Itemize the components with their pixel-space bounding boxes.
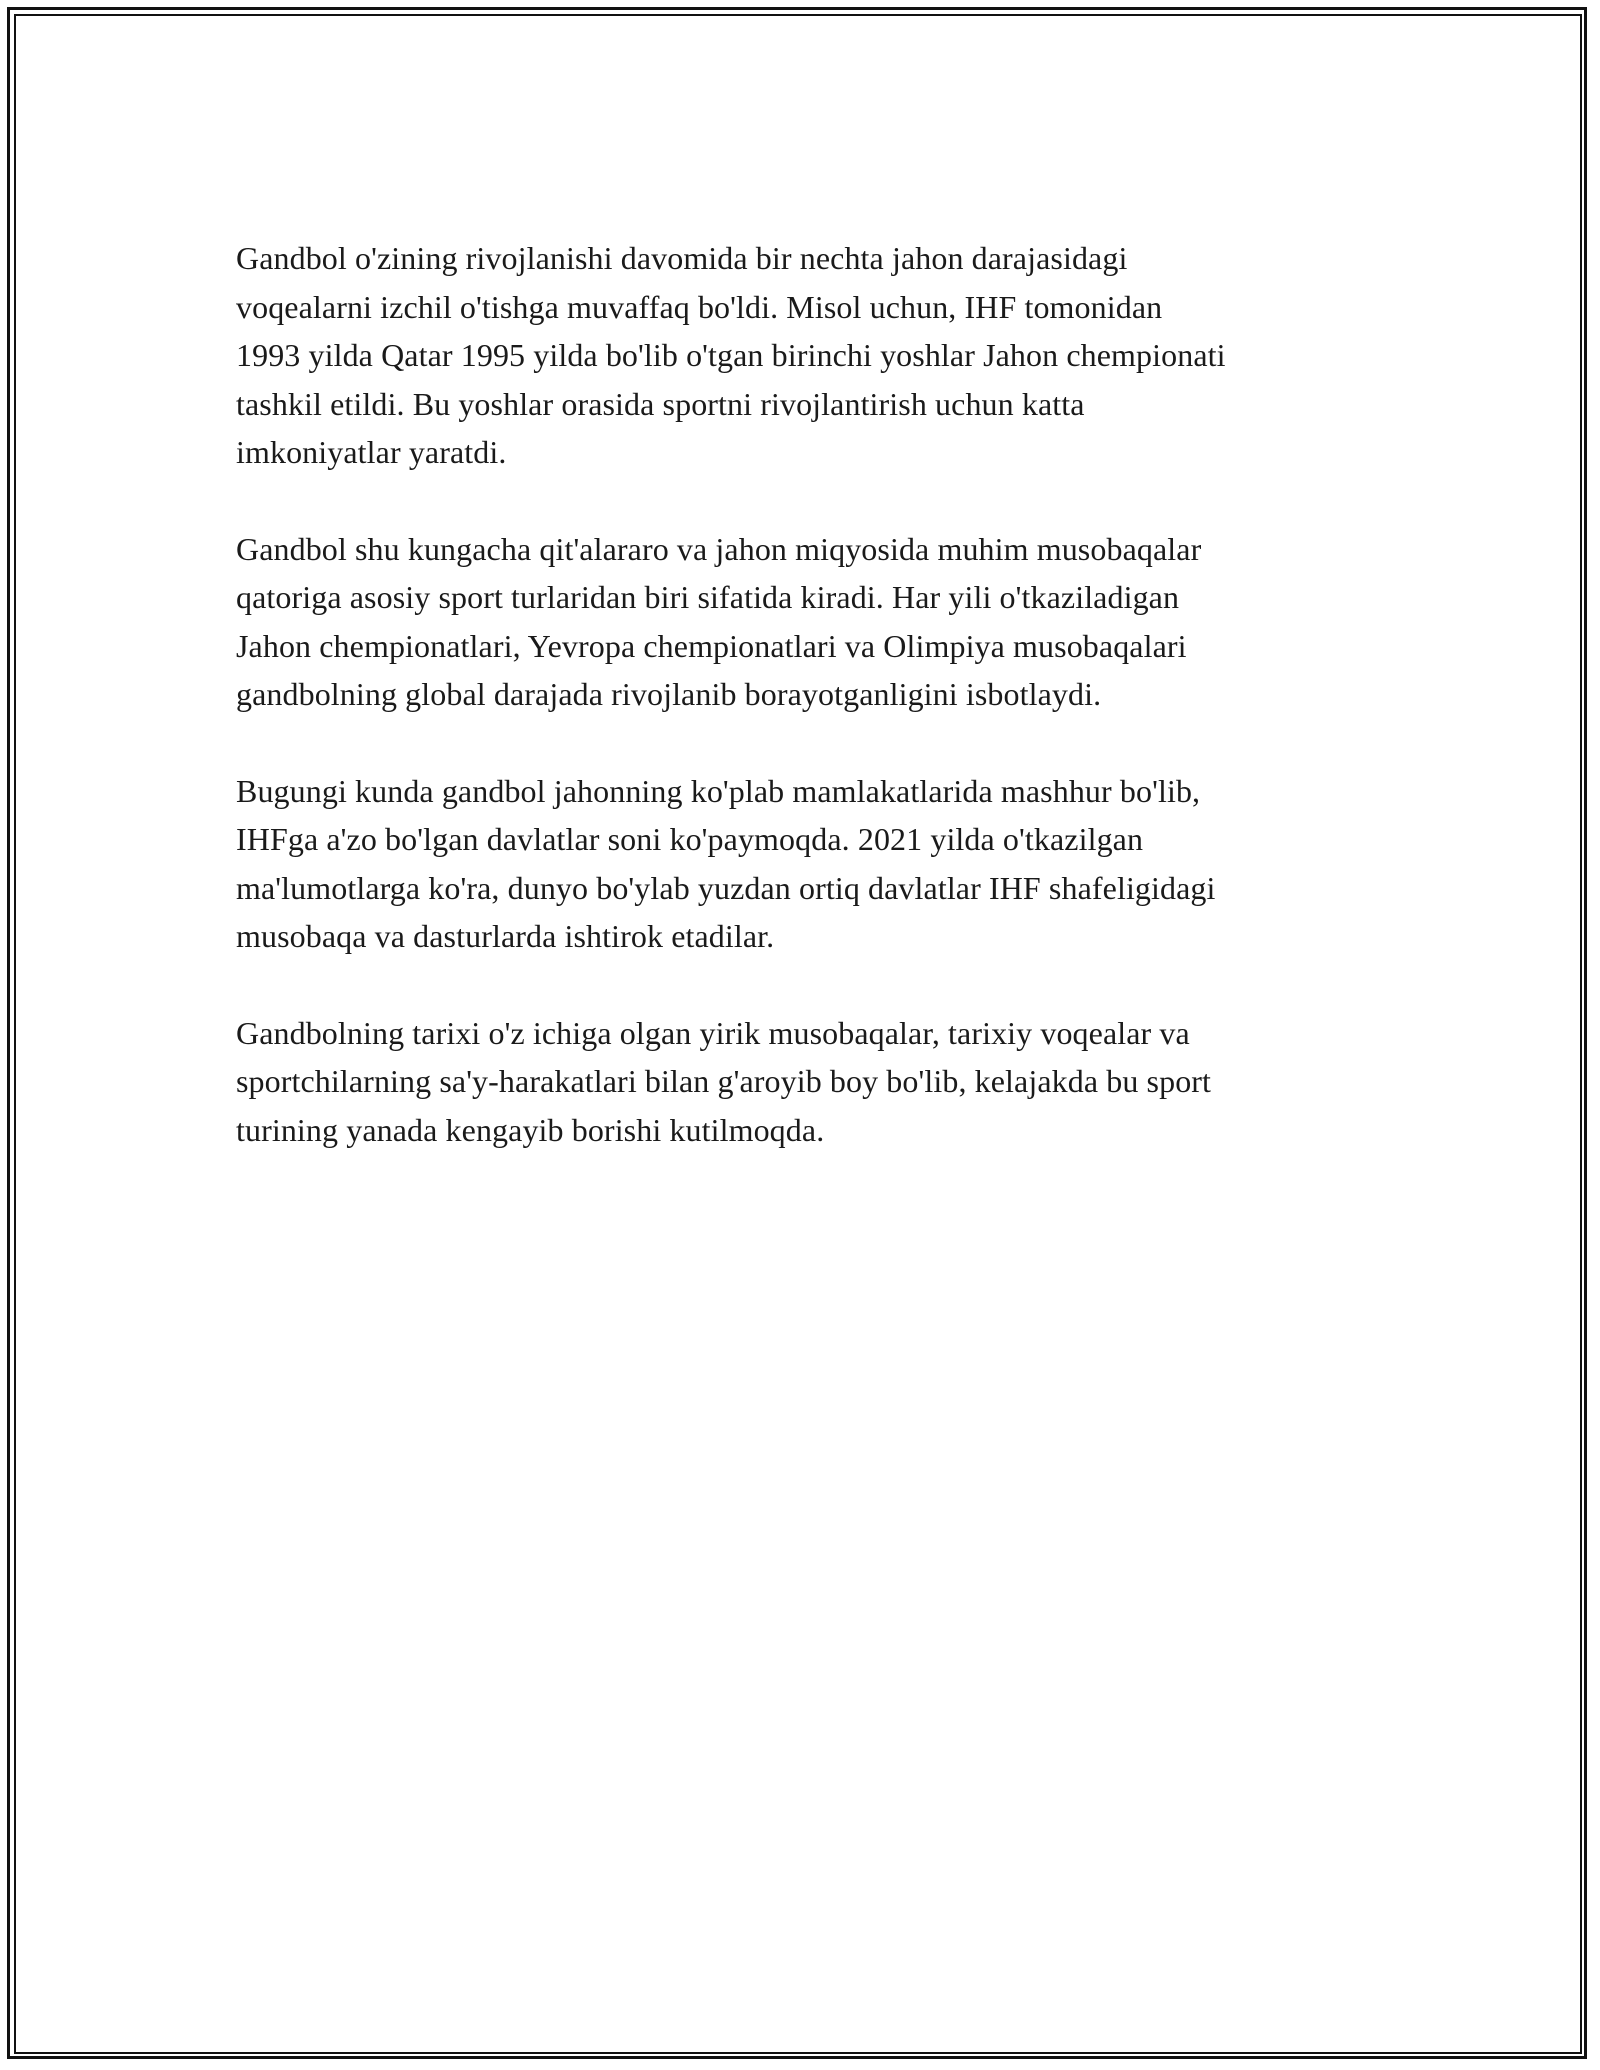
text-line: Jahon chempionatlari, Yevropa chempionatlari va Olimpiya musobaqalari xyxy=(236,627,1187,664)
text-line: ma'lumotlarga ko'ra, dunyo bo'ylab yuzdan ortiq davlatlar IHF shafeligidagi xyxy=(236,869,1216,906)
text-line: imkoniyatlar yaratdi. xyxy=(236,434,507,470)
text-line: Bugungi kunda gandbol jahonning ko'plab mamlakatlarida mashhur bo'lib, xyxy=(236,772,1201,809)
paragraph-2 xyxy=(236,525,1386,719)
paragraph-3 xyxy=(236,767,1386,961)
text-line: Gandbol shu kungacha qit'alararo va jahon miqyosida muhim musobaqalar xyxy=(236,530,1202,567)
text-line: sportchilarning sa'y-harakatlari bilan g'aroyib boy bo'lib, kelajakda bu sport xyxy=(236,1063,1212,1099)
paragraph-4 xyxy=(236,1009,1386,1155)
text-line: Gandbol o'zining rivojlanishi davomida bir nechta jahon darajasidagi xyxy=(236,240,1128,276)
text-line: tashkil etildi. Bu yoshlar orasida sportni rivojlantirish uchun katta xyxy=(236,385,1085,422)
text-line: musobaqa va dasturlarda ishtirok etadilar. xyxy=(236,918,775,954)
text-line: IHFga a'zo bo'lgan davlatlar soni ko'paymoqda. 2021 yilda o'tkazilgan xyxy=(236,821,1144,857)
text-line: 1993 yilda Qatar 1995 yilda bo'lib o'tgan birinchi yoshlar Jahon chempionati xyxy=(236,337,1226,373)
text-line: gandbolning global darajada rivojlanib borayotganligini isbotlaydi. xyxy=(236,676,1102,712)
text-line: qatoriga asosiy sport turlaridan biri sifatida kiradi. Har yili o'tkaziladigan xyxy=(236,579,1180,615)
text-line: voqealarni izchil o'tishga muvaffaq bo'ldi. Misol uchun, IHF tomonidan xyxy=(236,288,1163,325)
text-line: Gandbolning tarixi o'z ichiga olgan yirik musobaqalar, tarixiy voqealar va xyxy=(236,1014,1190,1051)
paragraph-1 xyxy=(236,234,1386,477)
document-body xyxy=(236,234,1386,1202)
text-line: turining yanada kengayib borishi kutilmoqda. xyxy=(236,1111,825,1148)
